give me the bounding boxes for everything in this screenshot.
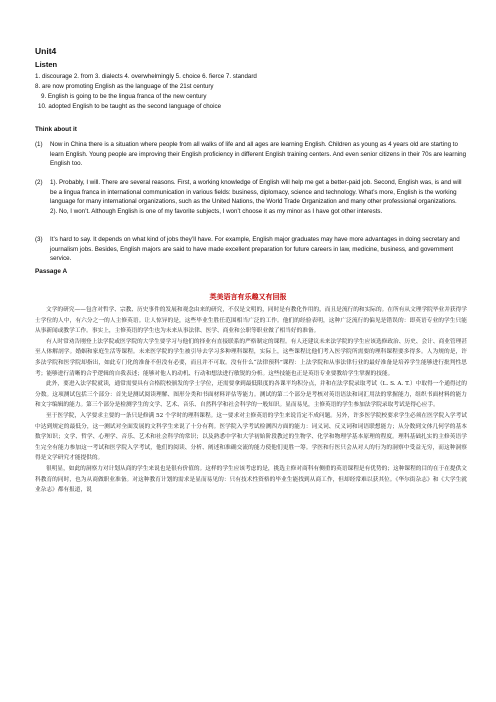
- passage-paragraph: 此外，要进入法学院就读，通常需要具有合格院校颁发的学士学位，还需要拿到最低限度的各课平均积分点，并和在法学院录取考试（L. S. A. T.）中取得一个通得过的分数。这项测试包括三个部分：首先是测试阅读理解、图形分类和书面材料评估等能力。测试的第二个部分是考核对英语语法和词汇用法的掌握能力，组织书面材料的能力和文字编辑的能力。第三个部分是检测学生的文学、艺术、音乐、自然科学和社会科学的一般知识。显而易见，主修英语的学生参加法学院录取考试是得心应手。: [35, 381, 467, 409]
- item-number: (1): [35, 141, 43, 148]
- item-paragraph: 2). No, I won’t. Although English is one of my favorite subjects, I won’t choose it as my minor as I have got other interests.: [50, 207, 383, 215]
- item-paragraph: It’s hard to say. It depends on what kind of jobs they’ll have. For example, English major graduates may have more advantages in doing secretary and journalism jobs. Besides, English majors are said to have made excellent preparation for future careers in law, medicine, business, and government service.: [50, 236, 460, 263]
- unit-title: Unit4: [35, 46, 57, 56]
- item-paragraph: Now in China there is a situation where people from all walks of life and all ages are learning English. Children as young as 4 years old are starting to learn English. Young people are improving their English proficiency in different English training centers. And even senior citizens in their 70s are learning English too.: [50, 141, 467, 168]
- listen-answers-line-2: 8. are now promoting English as the language of the 21st century: [35, 83, 214, 90]
- passage-paragraph: 有人时常劝告刚登上法学院或医学院的大学生要学习与他们的择业有直接联系的严格制定的课程。有人还建议未来法学院的学生应该选修政治、历史、会计、商业管理甚至人体解剖学。婚姻和家庭生活等课程。未来医学院的学生被引导去学习多种理科课程，实际上，这些课程比他们考入医学院所需要的理科课程要多得多。人为规的是，许多法学院和医学院却指出，如此专门化的准备不但没有必要，而且并不可取。没有什么“法律预科”课程：上法学院和从事法律行业的最好准备是培养学生能够进行批判性思考；能够进行清晰的合乎逻辑的自我表述；能够对他人的动机、行动和想法进行敏锐的分析。这些技能也正是英语专业要教给学生掌握的技能。: [35, 338, 467, 377]
- think-about-heading: Think about it: [35, 126, 77, 133]
- passage-paragraph: 至于医学院，入学要求主要的一条只是修满 52 个学时的理科课程。这一要求对主修英语的学生来说肯定不成问题。另外，许多医学院校要求学生必须在医学院入学考试中达到规定的最低分，这一测试对全面发展的文科学生来说了十分有利。医学院入学考试检测四方面的能力：词义词、反义词和词语联想能力；从分数到文体几何学的基本数学知识；文学、哲学、心理学、音乐、艺术和社会科学的常识；以及熟悉中学和大学初始阶段教过的生物学、化学和物理学基本原理的程度。理科基础扎实的主修英语学生完全有能力参加这一考试和医学院入学考试，他们的阅读、分析、阐述和准确交流的能力使他们更胜一筹。学医和行医只会从对人的行为的洞察中受益无穷，而这种洞察得是文学研究才能提供的。: [35, 412, 467, 462]
- listen-answers-line-4: 10. adopted English to be taught as the second language of choice: [38, 103, 222, 110]
- item-number: (2): [35, 179, 43, 186]
- passage-paragraph: 很明显，如此的洞察力对计划从商的学生来说也是很有价值的。这样的学生应该考虑的是，挑选主修对商科有侧重的英语课程是有优势的；这种课程的目的在于在提供文科教育的同时，也为从商做职业准备。对这种教育计划的需求是显而易见的：只有技术性资格的毕业生能找到从商工作，但却经常难以获其位。《华尔街杂志》和《大学生就业杂志》都有报道，说: [35, 465, 467, 494]
- item-paragraph: 1). Probably, I will. There are several reasons. First, a working knowledge of English will help me get a better-paid job. Second, English was, is and will be a lingua franca in international communication in various fields: business, diplomacy, science and technology. What’s more, English is the working language for many international organizations, such as the United Nations, the World Trade Organization and many other professional organizations.: [50, 179, 462, 206]
- passage-body: [35, 305, 467, 496]
- passage-title: 英美语言有乐趣又有回报: [209, 292, 287, 301]
- listen-answers-line-1: 1. discourage 2. from 3. dialects 4. overwhelmingly 5. choice 6. fierce 7. standard: [35, 73, 257, 80]
- passage-paragraph: 文学的研究——包含对哲学、宗教、历史事件的发展和观念由来的研究，不仅是文明的，同时是有教化作用的，而且是流行的和实际的。在所有从文理学院毕业并获得学士学位的人中，有六分之一的人主修英语。让人惊异的是，这些毕业生胜任范围相当广泛的工作。他们的经验表明，这种广泛流行的偏见是错误的：即英语专业的学生只能从事新闻或教学工作。事实上，主修英语的学生也为未来从事法律、医学、商业和公职等职业做了相当好的准备。: [35, 307, 467, 335]
- item-number: (3): [35, 236, 43, 243]
- passage-heading: Passage A: [35, 268, 68, 275]
- listen-heading: Listen: [35, 60, 58, 69]
- listen-answers-line-3: 9. English is going to be the lingua franca of the new century: [41, 93, 207, 100]
